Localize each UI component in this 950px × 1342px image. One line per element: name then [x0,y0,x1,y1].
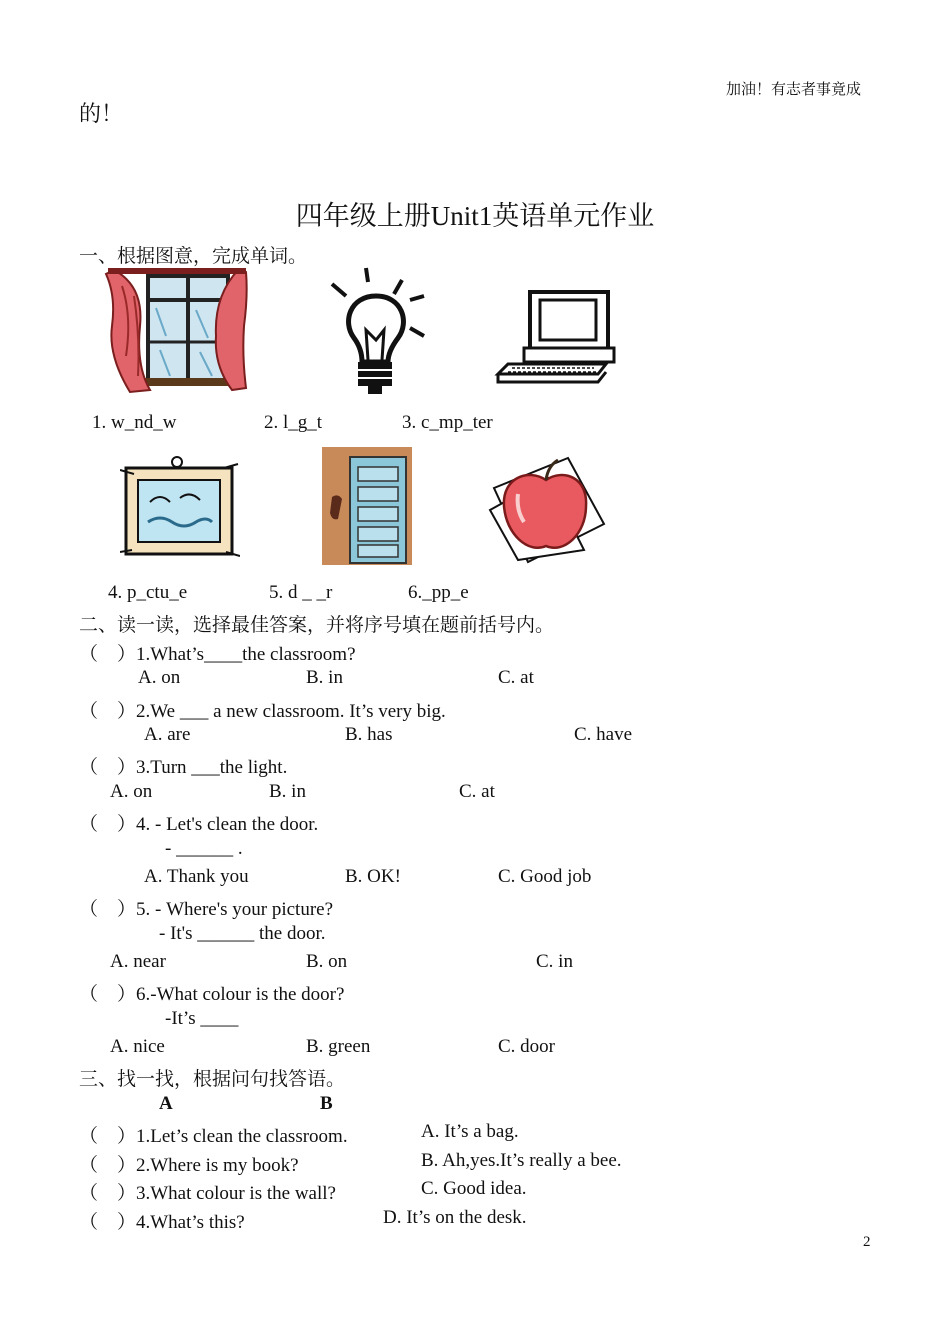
q4-option-a: A. Thank you [144,866,249,887]
match-answer-b: B. Ah,yes.It’s really a bee. [421,1150,622,1171]
q3-option-c: C. at [459,781,495,802]
match-question-4: （ ）4.What’s this? [79,1212,245,1233]
match-question-3: （ ）3.What colour is the wall? [79,1183,336,1204]
continued-text: 的！ [79,101,124,126]
apple-icon [488,450,606,566]
q6-option-b: B. green [306,1036,371,1057]
column-b-label: B [320,1093,333,1114]
door-icon [322,447,412,565]
question-6-reply: -It’s ____ [165,1008,239,1029]
computer-icon [494,286,618,390]
word-2: 2. l_g_t [264,412,323,433]
q2-option-c: C. have [574,724,633,745]
question-5: （ ）5. - Where's your picture? [79,899,334,920]
q5-option-b: B. on [306,951,348,972]
question-3: （ ）3.Turn ___the light. [79,757,288,778]
question-1: （ ）1.What’s____the classroom? [79,644,356,665]
window-icon [104,266,248,396]
q3-option-b: B. in [269,781,306,802]
q1-option-b: B. in [306,667,343,688]
q2-option-b: B. has [345,724,393,745]
page-title: 四年级上册Unit1英语单元作业 [295,201,655,231]
match-answer-c: C. Good idea. [421,1178,527,1199]
q5-option-a: A. near [110,951,166,972]
match-answer-d: D. It’s on the desk. [383,1207,527,1228]
word-5: 5. d _ _r [269,582,333,603]
question-6: （ ）6.-What colour is the door? [79,984,345,1005]
q1-option-a: A. on [138,667,181,688]
word-3: 3. c_mp_ter [402,412,493,433]
section-2-heading: 二、读一读，选择最佳答案，并将序号填在题前括号内。 [79,615,555,636]
q4-option-b: B. OK! [345,866,401,887]
q6-option-c: C. door [498,1036,555,1057]
q4-option-c: C. Good job [498,866,592,887]
q3-option-a: A. on [110,781,153,802]
page-number: 2 [863,1234,871,1250]
match-question-1: （ ）1.Let’s clean the classroom. [79,1126,348,1147]
word-1: 1. w_nd_w [92,412,177,433]
match-answer-a: A. It’s a bag. [421,1121,519,1142]
word-6: 6._pp_e [408,582,469,603]
word-4: 4. p_ctu_e [108,582,188,603]
section-1-heading: 一、根据图意，完成单词。 [79,246,308,267]
q2-option-a: A. are [144,724,191,745]
light-bulb-icon [326,266,430,396]
match-question-2: （ ）2.Where is my book? [79,1155,299,1176]
header-motto: 加油！有志者事竟成 [726,82,862,98]
question-4: （ ）4. - Let's clean the door. [79,814,319,835]
picture-icon [120,452,240,560]
section-3-heading: 三、找一找，根据问句找答语。 [79,1069,346,1090]
column-a-label: A [159,1093,173,1114]
question-4-reply: - ______ . [165,838,243,859]
question-5-reply: - It's ______ the door. [159,923,326,944]
q1-option-c: C. at [498,667,534,688]
q6-option-a: A. nice [110,1036,165,1057]
question-2: （ ）2.We ___ a new classroom. It’s very big. [79,701,446,722]
q5-option-c: C. in [536,951,573,972]
